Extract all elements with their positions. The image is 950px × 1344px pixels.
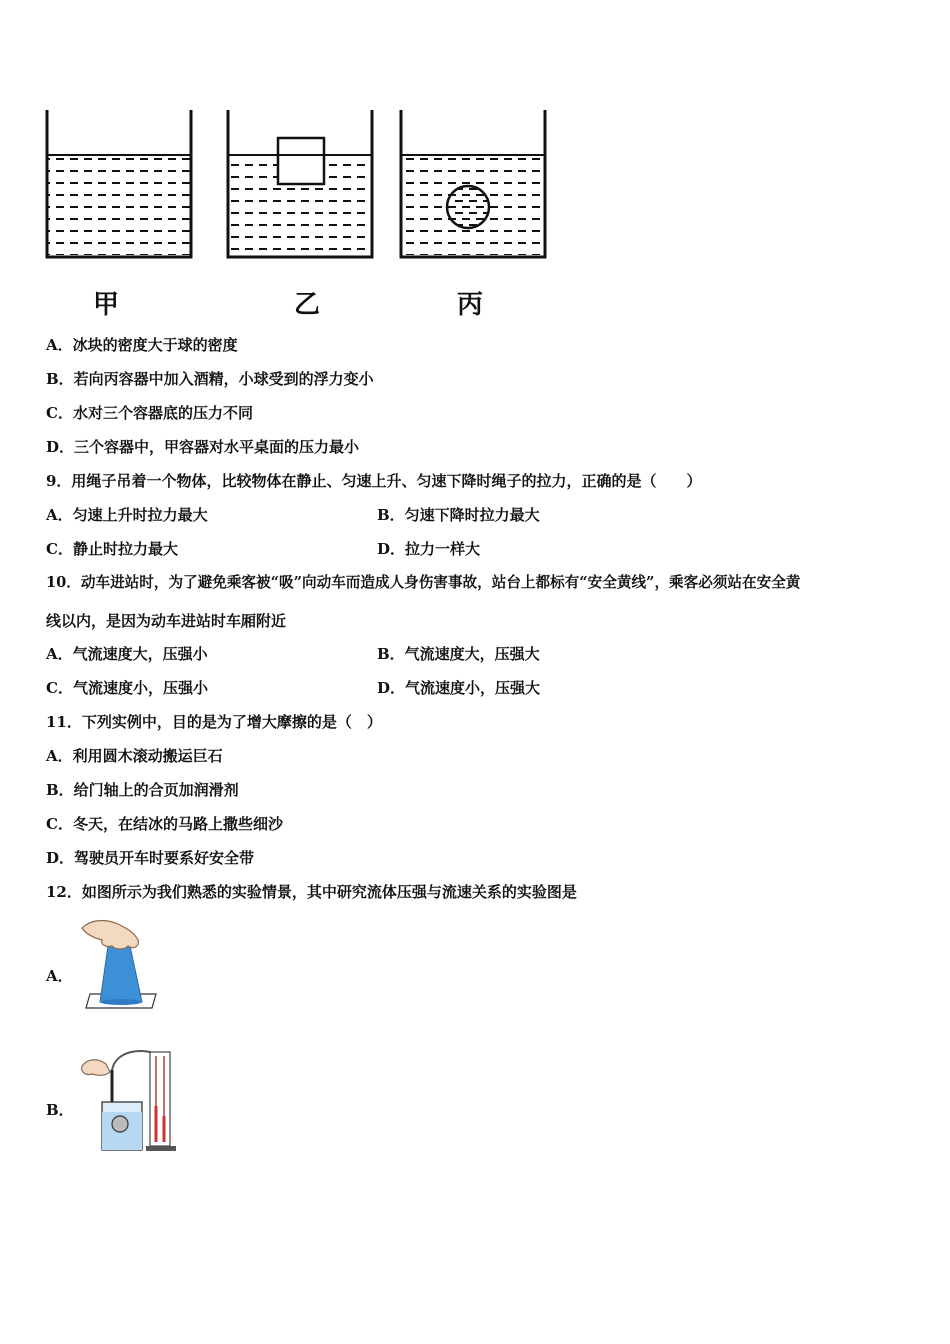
q9-option-a: A．匀速上升时拉力最大: [46, 506, 208, 524]
q10-stem-line1: 10．动车进站时，为了避免乘客被“吸”向动车而造成人身伤害事故，站台上都标有“安全黄线”，乘客必须站在安全黄: [46, 574, 801, 591]
q8-option-d: D．三个容器中，甲容器对水平桌面的压力最小: [46, 438, 360, 456]
q8-option-b: B．若向丙容器中加入酒精，小球受到的浮力变小: [46, 370, 374, 388]
container-yi: [228, 110, 372, 257]
q9-option-d: D．拉力一样大: [377, 540, 481, 558]
figure-label-bing: 丙: [457, 290, 484, 320]
q9-option-b: B．匀速下降时拉力最大: [377, 506, 540, 524]
q8-option-a: A．冰块的密度大于球的密度: [46, 336, 238, 354]
q12-option-b-label: B．: [46, 1101, 74, 1119]
figure-label-jia: 甲: [93, 290, 120, 320]
q12-stem: 12．如图所示为我们熟悉的实验情景，其中研究流体压强与流速关系的实验图是: [46, 883, 577, 901]
q11-stem: 11．下列实例中，目的是为了增大摩擦的是（ ）: [46, 713, 382, 731]
q9-option-c: C．静止时拉力最大: [46, 540, 178, 558]
q10-option-c: C．气流速度小，压强小: [46, 679, 208, 697]
q11-option-b: B．给门轴上的合页加润滑剂: [46, 781, 239, 799]
q10-option-b: B．气流速度大，压强大: [377, 645, 540, 663]
q12-option-a-label: A．: [46, 967, 73, 985]
q11-option-c: C．冬天，在结冰的马路上撒些细沙: [46, 815, 283, 833]
pressure-gauge-illustration: [76, 1046, 180, 1154]
q9-stem: 9．用绳子吊着一个物体，比较物体在静止、匀速上升、匀速下降时绳子的拉力，正确的是（ ）: [46, 472, 702, 490]
q10-stem-line2: 线以内，是因为动车进站时车厢附近: [46, 612, 287, 630]
q10-option-a: A．气流速度大，压强小: [46, 645, 208, 663]
container-jia: [47, 110, 191, 257]
q11-option-a: A．利用圆木滚动搬运巨石: [46, 747, 223, 765]
container-bing: [401, 110, 545, 257]
containers-figure: [40, 105, 555, 265]
q8-option-c: C．水对三个容器底的压力不同: [46, 404, 253, 422]
q11-option-d: D．驾驶员开车时要系好安全带: [46, 849, 255, 867]
cup-hand-illustration: [78, 916, 160, 1016]
figure-label-yi: 乙: [294, 290, 321, 320]
q10-option-d: D．气流速度小，压强大: [377, 679, 541, 697]
